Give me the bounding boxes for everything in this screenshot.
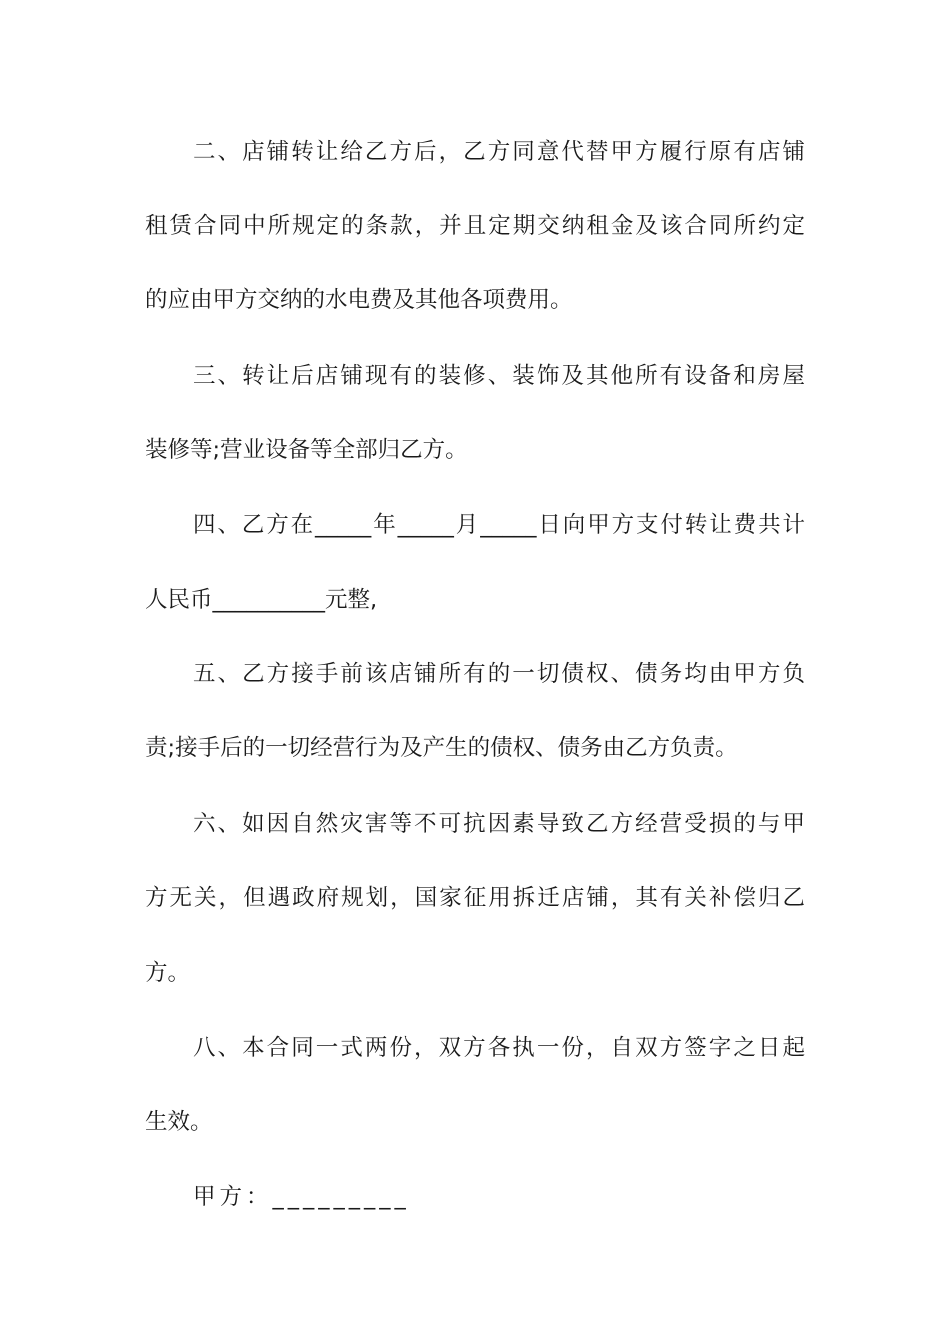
clause-2-line-1: 二、店铺转让给乙方后，乙方同意代替甲方履行原有店铺 — [193, 139, 805, 165]
clause-3-line-1: 三、转让后店铺现有的装修、装饰及其他所有设备和房屋 — [193, 363, 805, 389]
clause-8-line-2: 生效。 — [145, 1109, 213, 1135]
party-a-signature-line: 甲方：_________ — [193, 1184, 410, 1210]
clause-8-line-1: 八、本合同一式两份，双方各执一份，自双方签字之日起 — [193, 1035, 805, 1061]
clause-2-line-3: 的应由甲方交纳的水电费及其他各项费用。 — [145, 287, 573, 313]
clause-6-line-3: 方。 — [145, 960, 191, 986]
clause-6-line-1: 六、如因自然灾害等不可抗因素导致乙方经营受损的与甲 — [193, 811, 805, 837]
clause-4-line-2: 人民币__________元整, — [145, 587, 378, 613]
clause-6-line-2: 方无关，但遇政府规划，国家征用拆迁店铺，其有关补偿归乙 — [145, 885, 805, 911]
clause-3-line-2: 装修等;营业设备等全部归乙方。 — [145, 437, 468, 463]
clause-2-line-2: 租赁合同中所规定的条款，并且定期交纳租金及该合同所约定 — [145, 213, 805, 239]
clause-4-line-1: 四、乙方在_____年_____月_____日向甲方支付转让费共计 — [193, 512, 805, 538]
clause-5-line-1: 五、乙方接手前该店铺所有的一切债权、债务均由甲方负 — [193, 661, 805, 687]
clause-5-line-2: 责;接手后的一切经营行为及产生的债权、债务由乙方负责。 — [145, 735, 738, 761]
